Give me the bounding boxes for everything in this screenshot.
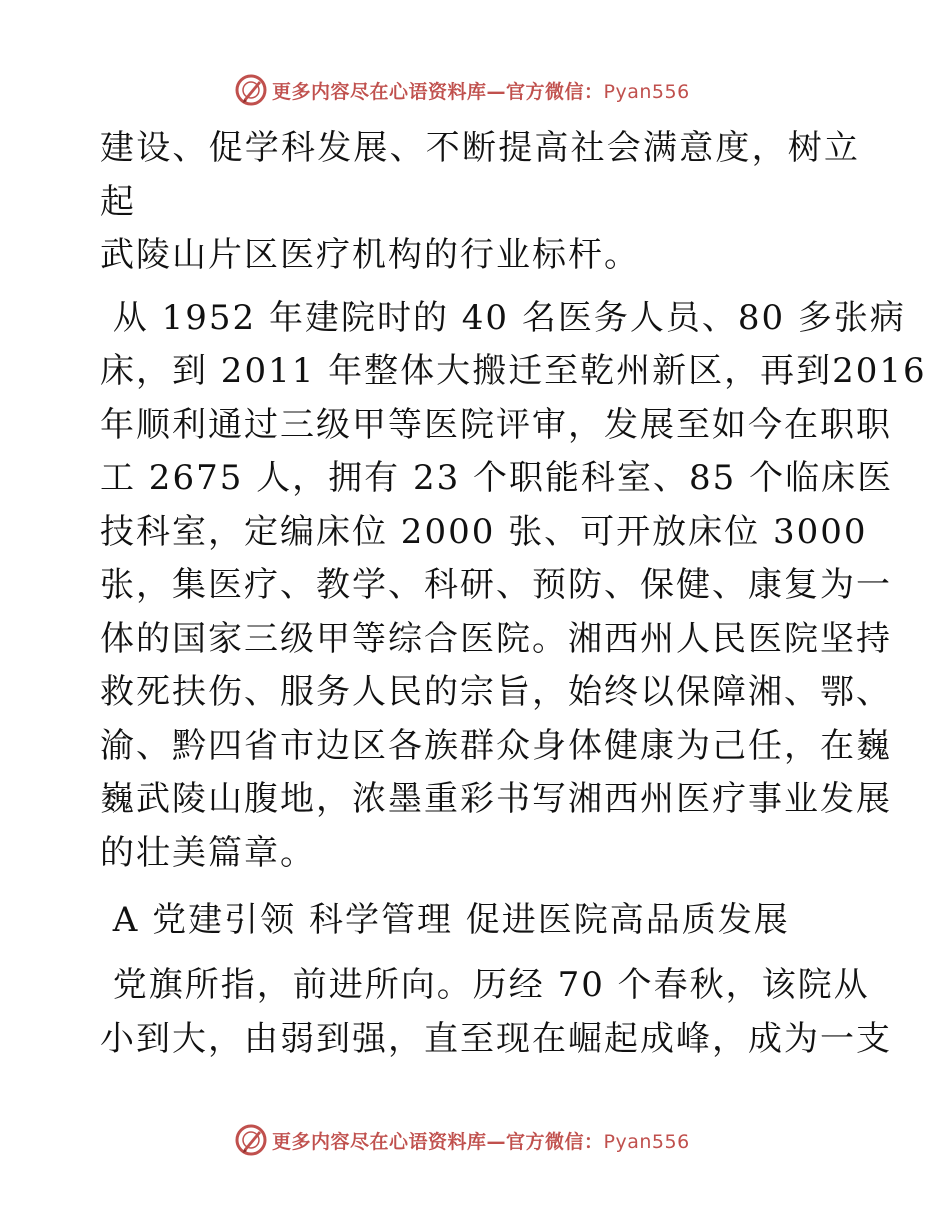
text-line: 技科室，定编床位 2000 张、可开放床位 3000 [100,511,868,552]
text-line: 建设、促学科发展、不断提高社会满意度，树立起 [100,128,860,222]
text-line: 张，集医疗、教学、科研、预防、保健、康复为一 [100,565,892,605]
text-line: 工 2675 人，拥有 23 个职能科室、85 个临床医 [100,458,894,498]
text-line: 从 1952 年建院时的 40 名医务人员、80 多张病 [100,297,906,338]
paragraph [100,292,927,881]
watermark-header [234,72,690,108]
section-heading [100,890,860,950]
paragraph [100,959,892,1066]
quill-pen-circle-icon [234,1123,268,1157]
text-line: 的壮美篇章。 [100,832,316,873]
quill-pen-circle-icon [234,73,268,107]
text-line: 党旗所指，前进所向。历经 70 个春秋，该院从 [100,965,870,1005]
watermark-text: 更多内容尽在心语资料库—官方微信：Pyan556 [272,80,690,103]
text-line: 救死扶伤、服务人民的宗旨，始终以保障湘、鄂、 [100,672,892,712]
text-line: 巍武陵山腹地，浓墨重彩书写湘西州医疗事业发展 [100,779,892,819]
paragraph [100,122,860,283]
section-heading-text: A 党建引领 科学管理 促进医院高品质发展 [100,900,790,940]
watermark-text: 更多内容尽在心语资料库—官方微信：Pyan556 [272,1130,690,1153]
text-line: 渝、黔四省市边区各族群众身体健康为己任，在巍 [100,725,892,766]
text-line: 小到大，由弱到强，直至现在崛起成峰，成为一支 [100,1018,892,1059]
text-line: 体的国家三级甲等综合医院。湘西州人民医院坚持 [100,618,892,659]
watermark-footer [234,1122,690,1158]
text-line: 武陵山片区医疗机构的行业标杆。 [100,235,640,275]
document-body [100,122,927,1066]
text-line: 床，到 2011 年整体大搬迁至乾州新区，再到2016 [100,351,927,391]
text-line: 年顺利通过三级甲等医院评审，发展至如今在职职 [100,404,892,445]
